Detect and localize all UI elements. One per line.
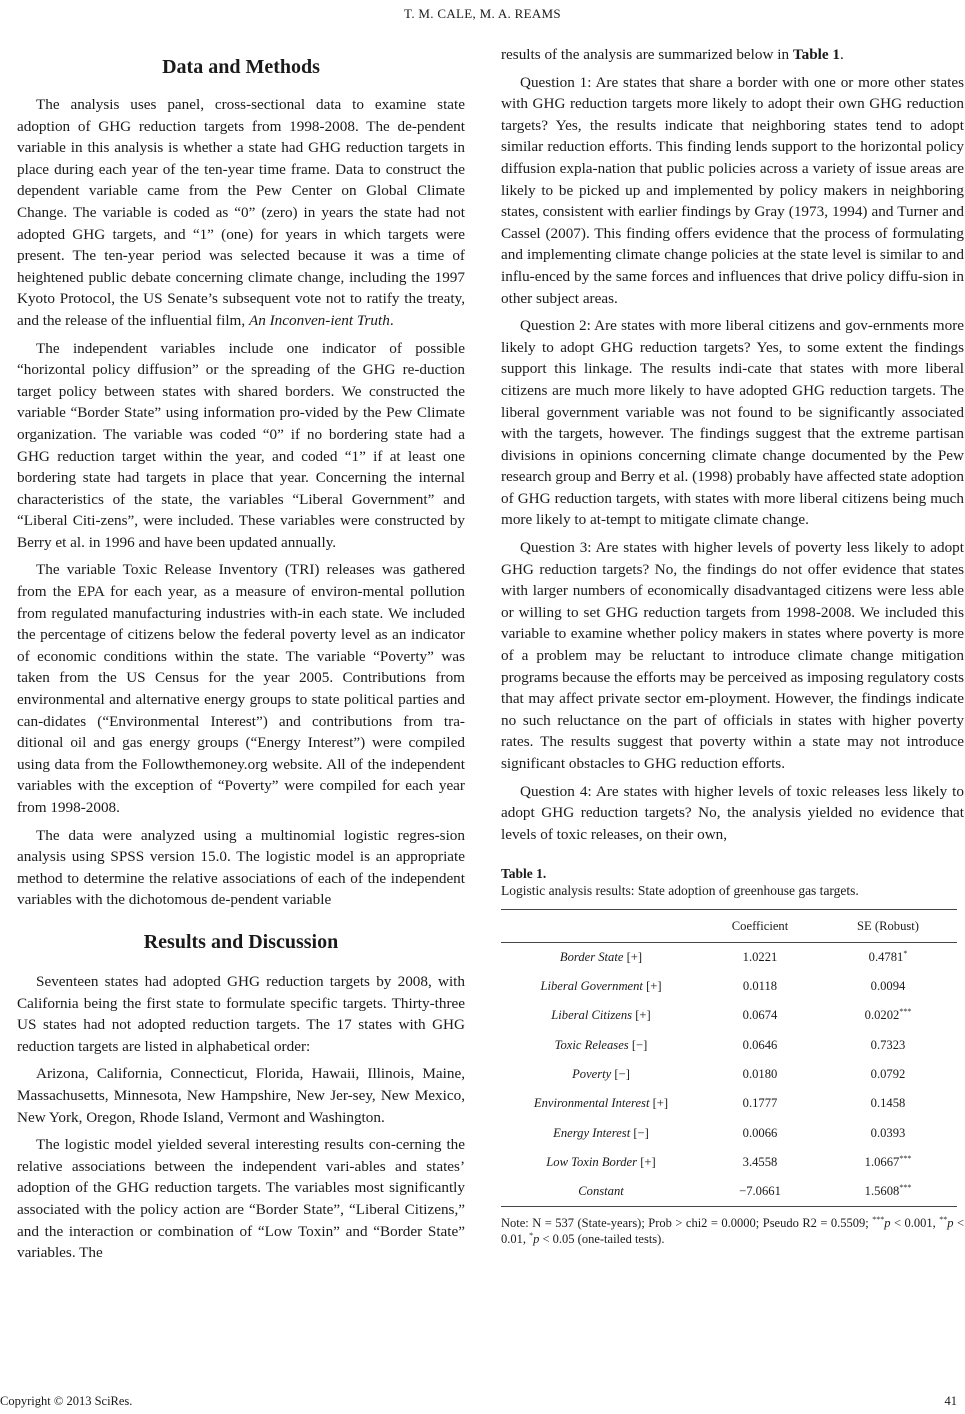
variable-name: Low Toxin Border (546, 1154, 638, 1169)
paragraph-text: . (840, 46, 844, 63)
table-cell-variable (501, 1001, 701, 1030)
table-cell-coefficient: 0.0118 (742, 979, 778, 994)
variable-name: Poverty (572, 1066, 612, 1081)
significance-stars: * (903, 948, 908, 958)
table-cell-variable (501, 1060, 701, 1089)
table-cell-variable (501, 972, 701, 1001)
paragraph-results-intro: Seventeen states had adopted GHG reduction targets by 2008, with California being the first state to formulate specific targets. Thirty-three US states had not adopted reduction targets. The 17 states with GHG reduction targets are listed in alphabetical order: (17, 972, 465, 1055)
table-header-row (501, 910, 957, 943)
table-header-coefficient: Coefficient (701, 910, 819, 943)
se-value: 0.0792 (870, 1066, 906, 1081)
variable-sign: [−] (628, 1037, 648, 1052)
paragraph-logistic-results: The logistic model yielded several interesting results con-cerning the relative associations between the independent vari-ables and states’ adoption of the GHG reduction targets. The variables most significantly associated with the policy action are “Border State”, “Liberal Citizens,” and the interaction or combination of “Low Toxin” and “Border State” variables. The (17, 1136, 465, 1262)
table-cell-coefficient: 0.0646 (742, 1037, 778, 1052)
note-p: p (533, 1232, 540, 1247)
se-value: 0.0202 (864, 1008, 900, 1023)
variable-sign: [+] (623, 949, 643, 964)
paragraph-question-2: Question 2: Are states with more liberal citizens and gov-ernments more likely to adopt GHG reduction targets? Yes, to some extent the findings support this linkage. The results indi-cate that states with more liberal citizens are much more likely to have adopted GHG reduction targets. The liberal government variable was not found to be significantly associated with the targets, however. The findings suggest that the extreme partisan divisions in opinions concerning climate change documented by the Pew research group and Berry et al. (1998) probably have affected state adoption of GHG reduction targets, with states with more liberal citizens being much more likely to at-tempt to mitigate climate change. (501, 317, 964, 529)
section-heading-data-methods: Data and Methods (162, 56, 320, 78)
table-cell-coefficient: 1.0221 (742, 949, 778, 964)
note-text: < 0.05 (one-tailed tests). (539, 1232, 665, 1247)
right-column (501, 44, 964, 1247)
table-cell-coefficient: 0.0066 (742, 1125, 778, 1140)
table-cell-se (819, 1148, 957, 1177)
table-cell-variable (501, 1089, 701, 1118)
table-reference: Table 1 (792, 46, 840, 63)
significance-stars: *** (899, 1182, 912, 1192)
se-value: 0.0393 (870, 1125, 906, 1140)
paragraph-tri: The variable Toxic Release Inventory (TRI) releases was gathered from the EPA for each year, as a measure of environ-mental pollution from regulated manufacturing industries with-in each state. We included the percentage of citizens below the federal poverty level as an indicator of economic conditions within the state. The variable “Poverty” was taken from the US Census for the year 2005. Contributions from environmental and alternative energy groups to state political parties and can-didates (“Environmental Interest”) and contributions from tra-ditional oil and gas energy groups (“Energy Interest”) were compiled using data from the Followthemoney.org website. All of the independent variables with the exception of “Poverty” were compiled for each year from 1998-2008. (17, 561, 465, 816)
variable-name: Energy Interest (553, 1125, 631, 1140)
section-heading-results: Results and Discussion (143, 930, 339, 953)
variable-sign: [+] (649, 1096, 669, 1111)
table-cell-se (819, 1119, 957, 1148)
table-cell-se (819, 1031, 957, 1060)
variable-name: Toxic Releases (554, 1037, 629, 1052)
paragraph-text: . (389, 311, 394, 329)
variable-sign: [+] (637, 1154, 656, 1169)
table-row (501, 1031, 957, 1060)
table-caption: Logistic analysis results: State adoption of greenhouse gas targets. (501, 883, 859, 899)
table-row (501, 1119, 957, 1148)
variable-name: Environmental Interest (533, 1096, 650, 1111)
paragraph-independent-variables: The independent variables include one indicator of possible “horizontal policy diffusion” or the spreading of the GHG re-duction target policy between states with shared borders. We constructed the variable “Border State” using information pro-vided by the Pew Climate organization. The variable was coded “0” if no bordering state had a GHG reduction target within the year, and coded “1” if at least one bordering state had targets in place that year. Concerning the internal characteristics of the state, the variables “Liberal Government” and “Liberal Citi-zens”, were included. These variables were constructed by Berry et al. in 1996 and have been updated annually. (17, 339, 465, 551)
table-cell-se (819, 1177, 957, 1206)
film-title: An Inconven-ient Truth (248, 311, 390, 329)
variable-name: Liberal Citizens (551, 1008, 633, 1023)
table-cell-coefficient: 3.4558 (742, 1154, 778, 1169)
significance-stars: *** (899, 1007, 912, 1017)
table-cell-coefficient: −7.0661 (739, 1183, 781, 1198)
se-value: 0.0094 (870, 979, 906, 994)
variable-sign: [+] (642, 979, 662, 994)
table-row (501, 1177, 957, 1206)
table-cell-variable (501, 1148, 701, 1177)
table-row (501, 972, 957, 1001)
note-text: < 0.001, (890, 1216, 940, 1231)
table-header-se: SE (Robust) (819, 910, 957, 943)
se-value: 1.0667 (864, 1154, 900, 1169)
variable-sign: [−] (611, 1066, 630, 1081)
running-head: T. M. CALE, M. A. REAMS (404, 6, 561, 21)
results-table (501, 909, 957, 1207)
variable-name: Liberal Government (540, 979, 643, 994)
table-cell-coefficient: 0.0674 (742, 1008, 778, 1023)
table-cell-se (819, 972, 957, 1001)
table-cell-variable (501, 943, 701, 972)
paragraph-question-1: Question 1: Are states that share a border with one or more other states with GHG reduction targets more likely to adopt their own GHG reduction targets? Yes, the results indicate that neighboring states tend to adopt similar reduction efforts. This finding lends support to the horizontal policy diffusion expla-nation that public policies across a variety of issue areas are likely to be picked up and implemented by policy makers in neighboring states, consistent with earlier findings by Gray (1973, 1994) and Turner and Cassel (2007). This finding offers evidence that the process of formulating and implementing climate change policies at the state level is similar to and influ-enced by the same forces and influences that drive policy diffu-sion in other subject areas. (501, 73, 964, 307)
se-value: 1.5608 (864, 1183, 900, 1198)
se-value: 0.4781 (868, 949, 904, 964)
table-cell-variable (501, 1031, 701, 1060)
note-p: p (947, 1216, 954, 1231)
table-cell-variable (501, 1119, 701, 1148)
paragraph-text: results of the analysis are summarized below in (501, 46, 793, 63)
table-cell-coefficient: 0.0180 (742, 1066, 778, 1081)
se-value: 0.1458 (870, 1096, 906, 1111)
paragraph-continued (501, 44, 964, 66)
paragraph-state-list: Arizona, California, Connecticut, Florida, Hawaii, Illinois, Maine, Massachusetts, Minnesota, New Hampshire, New Jer-sey, New Mexico, New York, Oregon, Rhode Island, Vermont and Washington. (17, 1065, 465, 1126)
table-label: Table 1. (501, 866, 547, 882)
table-cell-se (819, 943, 957, 972)
significance-stars: *** (899, 1153, 912, 1163)
table-cell-se (819, 1089, 957, 1118)
copyright: Copyright © 2013 SciRes. (0, 1394, 133, 1408)
left-column (17, 46, 465, 1270)
page-number: 41 (944, 1394, 957, 1408)
note-stars: *** (872, 1214, 885, 1224)
note-text: < 0.01, (501, 1216, 964, 1247)
table-row (501, 1001, 957, 1030)
table-note (501, 1215, 964, 1247)
variable-sign: [+] (632, 1008, 651, 1023)
paragraph-text: The analysis uses panel, cross-sectional data to examine state adoption of GHG reduction targets from 1998-2008. The de-pendent variable in this analysis is whether a state had GHG reduction targets in place during each year of the ten-year time frame. Data to construct the dependent variable came from the Pew Center on Global Climate Change. The variable is coded as “0” (zero) in years the state had not adopted GHG targets, and “1” (one) for years in which targets were present. The ten-year period was selected because it was a time of heightened public debate concerning climate change, including the 1997 Kyoto Protocol, the US Senate’s subsequent vote not to ratify the treaty, and the release of the influential film, (17, 96, 465, 329)
table-row (501, 1060, 957, 1089)
table-header-variable (501, 910, 701, 943)
variable-sign: [−] (630, 1125, 649, 1140)
paragraph-data-intro (17, 94, 465, 332)
table-block (501, 865, 964, 1247)
table-row (501, 943, 957, 972)
table-cell-se (819, 1001, 957, 1030)
table-row (501, 1148, 957, 1177)
table-cell-coefficient: 0.1777 (742, 1096, 778, 1111)
note-stars: * (529, 1230, 534, 1240)
note-stars: ** (939, 1214, 948, 1224)
table-row (501, 1089, 957, 1118)
table-cell-variable (501, 1177, 701, 1206)
note-p: p (884, 1216, 891, 1231)
variable-name: Constant (578, 1183, 624, 1198)
table-cell-se (819, 1060, 957, 1089)
note-text: Note: N = 537 (State-years); Prob > chi2 = 0.0000; Pseudo R2 = 0.5509; (501, 1216, 873, 1231)
paragraph-question-4: Question 4: Are states with higher levels of toxic releases less likely to adopt GHG reduction targets? No, the analysis yielded no evidence that levels of toxic releases, on their own, (501, 782, 964, 843)
variable-name: Border State (559, 949, 624, 964)
se-value: 0.7323 (870, 1037, 906, 1052)
paragraph-analysis-method: The data were analyzed using a multinomial logistic regres-sion analysis using SPSS version 15.0. The logistic model is an appropriate method to determine the relative associations of each of the independent variables with the dichotomous de-pendent variable (17, 826, 465, 909)
paragraph-question-3: Question 3: Are states with higher levels of poverty less likely to adopt GHG reduction targets? No, the findings do not offer evidence that states with larger numbers of economically disadvantaged citizens were less able or willing to set GHG reduction targets from 1998-2008. We included this variable to examine whether policy makers in states where poverty is more of a problem may be reluctant to introduce climate change mitigation programs because the efforts may be perceived as imposing regulatory costs that may affect private sector em-ployment. However, the findings indicate no such reluctance on the part of officials in states with higher poverty rates. The results suggest that poverty within a state may not introduce significant obstacles to GHG reduction efforts. (501, 539, 964, 772)
